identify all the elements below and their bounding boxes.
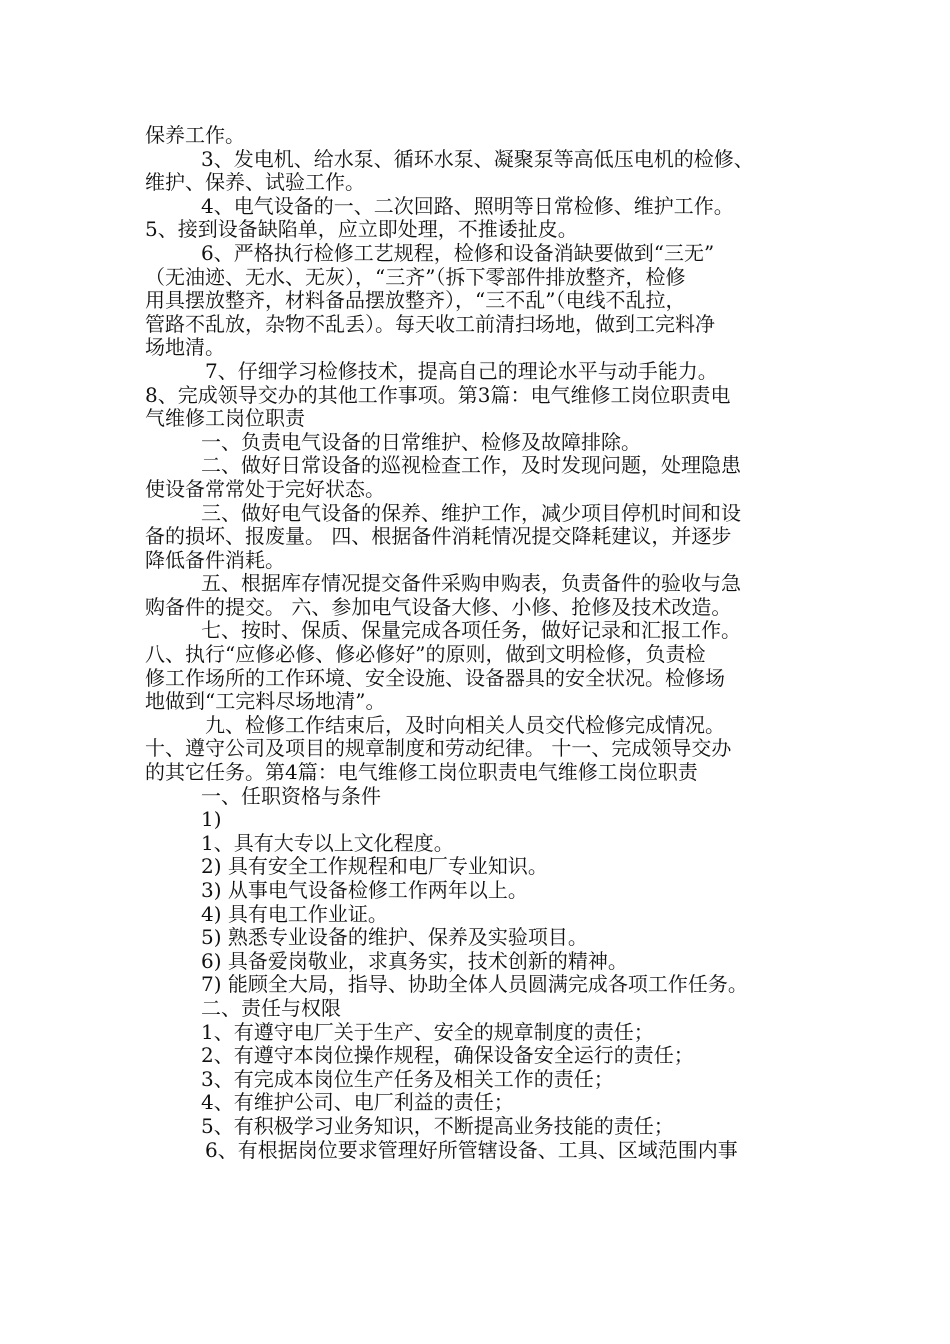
text-line: 6、严格执行检修工艺规程，检修和设备消缺要做到“三无” bbox=[201, 240, 715, 265]
text-line: 4、有维护公司、电厂利益的责任； bbox=[201, 1090, 514, 1115]
text-line: 7) 能顾全大局，指导、协助全体人员圆满完成各项工作任务。 bbox=[201, 972, 748, 997]
text-line: 管路不乱放，杂物不乱丢）。每天收工前清扫场地，做到工完料净 bbox=[145, 311, 715, 336]
text-line: 场地清。 bbox=[145, 335, 225, 360]
text-line: 6、有根据岗位要求管理好所管辖设备、工具、区域范围内事 bbox=[205, 1137, 738, 1162]
text-line: 4、电气设备的一、二次回路、照明等日常检修、维护工作。 bbox=[201, 193, 734, 218]
text-line: 1、有遵守电厂关于生产、安全的规章制度的责任； bbox=[201, 1019, 654, 1044]
text-line: 七、按时、保质、保量完成各项任务，做好记录和汇报工作。 bbox=[201, 618, 741, 643]
text-line: 1、具有大专以上文化程度。 bbox=[201, 830, 454, 855]
text-line: 5) 熟悉专业设备的维护、保养及实验项目。 bbox=[201, 925, 588, 950]
text-line: 使设备常常处于完好状态。 bbox=[145, 476, 385, 501]
text-line: 五、根据库存情况提交备件采购申购表，负责备件的验收与急 bbox=[201, 571, 741, 596]
text-line: 二、责任与权限 bbox=[201, 995, 341, 1020]
text-line: 5、有积极学习业务知识，不断提高业务技能的责任； bbox=[201, 1113, 674, 1138]
text-line: （无油迹、无水、无灰），“三齐”（拆下零部件排放整齐，检修 bbox=[145, 264, 686, 289]
text-line: 地做到“工完料尽场地清”。 bbox=[145, 689, 386, 714]
text-line: 一、任职资格与条件 bbox=[201, 783, 381, 808]
text-line: 7、仔细学习检修技术，提高自己的理论水平与动手能力。 bbox=[205, 358, 718, 383]
text-line: 4) 具有电工作业证。 bbox=[201, 901, 388, 926]
text-line: 九、检修工作结束后，及时向相关人员交代检修完成情况。 bbox=[205, 712, 725, 737]
text-line: 6) 具备爱岗敬业，求真务实，技术创新的精神。 bbox=[201, 948, 628, 973]
text-line: 气维修工岗位职责 bbox=[145, 406, 305, 431]
text-line: 八、执行“应修必修、修必修好”的原则，做到文明检修，负责检 bbox=[145, 642, 706, 667]
text-line: 保养工作。 bbox=[145, 123, 245, 147]
text-line: 降低备件消耗。 bbox=[145, 547, 285, 572]
text-line: 8、完成领导交办的其他工作事项。第3篇：电气维修工岗位职责电 bbox=[145, 382, 731, 407]
text-line: 二、做好日常设备的巡视检查工作，及时发现问题，处理隐患 bbox=[201, 453, 741, 478]
document-body bbox=[145, 124, 835, 1162]
text-line: 购备件的提交。 六、参加电气设备大修、小修、抢修及技术改造。 bbox=[145, 594, 732, 619]
text-line: 十、遵守公司及项目的规章制度和劳动纪律。 十一、完成领导交办 bbox=[145, 736, 732, 761]
text-line: 三、做好电气设备的保养、维护工作，减少项目停机时间和设 bbox=[201, 500, 741, 525]
text-line: 修工作场所的工作环境、安全设施、设备器具的安全状况。检修场 bbox=[145, 665, 725, 690]
text-line: 3、有完成本岗位生产任务及相关工作的责任； bbox=[201, 1066, 614, 1091]
text-line: 的其它任务。第4篇：电气维修工岗位职责电气维修工岗位职责 bbox=[145, 760, 698, 785]
text-line: 3、发电机、给水泵、循环水泵、凝聚泵等高低压电机的检修、 bbox=[201, 146, 754, 171]
text-line: 一、负责电气设备的日常维护、检修及故障排除。 bbox=[201, 429, 641, 454]
text-line: 用具摆放整齐，材料备品摆放整齐），“三不乱”（电线不乱拉， bbox=[145, 288, 686, 313]
text-line: 5、接到设备缺陷单，应立即处理，不推诿扯皮。 bbox=[145, 217, 578, 242]
text-line: 备的损坏、报废量。 四、根据备件消耗情况提交降耗建议，并逐步 bbox=[145, 524, 732, 549]
text-line: 维护、保养、试验工作。 bbox=[145, 170, 365, 195]
text-line: 2) 具有安全工作规程和电厂专业知识。 bbox=[201, 854, 548, 879]
text-line: 1) bbox=[201, 807, 222, 832]
text-line: 3) 从事电气设备检修工作两年以上。 bbox=[201, 878, 528, 902]
text-line: 2、有遵守本岗位操作规程，确保设备安全运行的责任； bbox=[201, 1043, 694, 1068]
